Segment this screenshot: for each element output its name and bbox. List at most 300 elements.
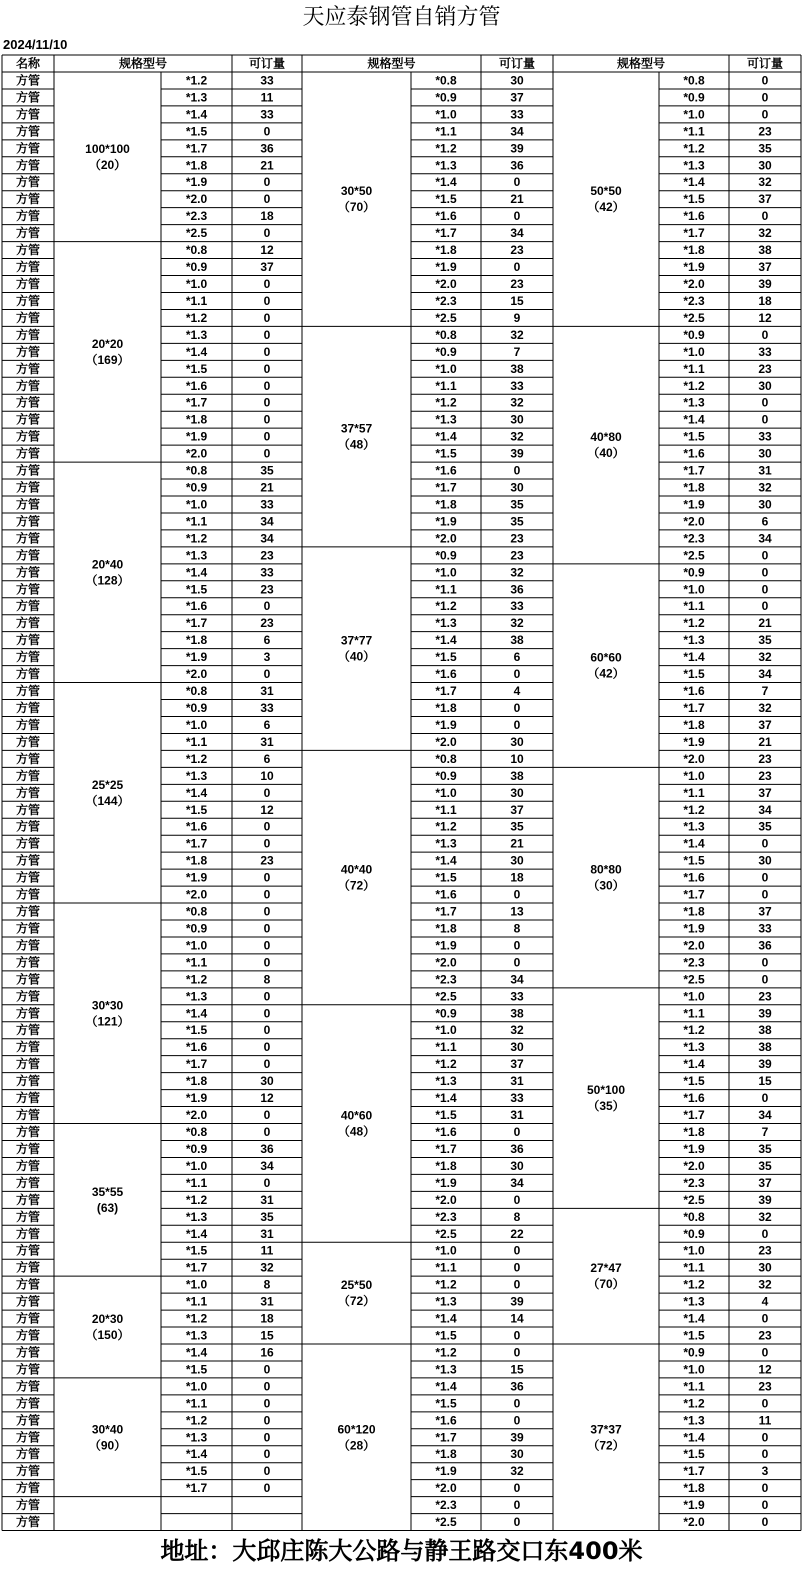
- thickness-cell: *1.1: [185, 734, 208, 749]
- product-name-cell: 方管: [15, 1396, 41, 1411]
- thickness-cell: *1.1: [683, 599, 705, 614]
- spec-label: 30*40: [91, 1422, 124, 1437]
- quantity-cell: 0: [263, 327, 271, 342]
- quantity-cell: 0: [513, 1413, 521, 1428]
- product-name-cell: 方管: [15, 1464, 41, 1479]
- quantity-cell: 0: [263, 989, 271, 1004]
- product-name-cell: 方管: [15, 701, 41, 715]
- thickness-cell: *1.0: [435, 1023, 457, 1038]
- quantity-cell: 18: [510, 870, 524, 885]
- thickness-cell: *1.2: [435, 599, 457, 614]
- quantity-cell: 0: [513, 260, 521, 275]
- thickness-cell: *1.5: [683, 1328, 705, 1343]
- thickness-cell: *1.0: [185, 717, 208, 732]
- product-name-cell: 方管: [15, 1243, 41, 1258]
- quantity-cell: 38: [510, 633, 524, 648]
- quantity-cell: 0: [263, 293, 271, 308]
- quantity-cell: 0: [263, 1040, 271, 1055]
- thickness-cell: *1.5: [435, 1396, 457, 1411]
- quantity-cell: 0: [263, 667, 271, 682]
- spec-label: 37*77: [340, 633, 373, 648]
- thickness-cell: *1.4: [435, 1379, 457, 1394]
- thickness-cell: *1.4: [185, 1345, 208, 1360]
- spec-label: 30*30: [91, 998, 124, 1013]
- quantity-cell: 32: [758, 226, 772, 241]
- quantity-cell: 31: [260, 1294, 274, 1309]
- thickness-cell: *1.3: [683, 633, 705, 648]
- thickness-cell: *1.2: [435, 1057, 457, 1072]
- quantity-cell: 0: [761, 1345, 769, 1360]
- thickness-cell: *1.2: [185, 751, 208, 766]
- thickness-cell: *1.0: [683, 768, 705, 783]
- quantity-cell: 13: [510, 904, 524, 919]
- thickness-cell: *1.5: [435, 650, 457, 665]
- quantity-cell: 0: [513, 1125, 521, 1139]
- product-name-cell: 方管: [15, 1277, 41, 1292]
- thickness-cell: *1.8: [185, 158, 208, 173]
- product-name-cell: 方管: [15, 73, 41, 88]
- quantity-cell: 23: [260, 582, 274, 597]
- thickness-cell: *1.3: [683, 1294, 705, 1309]
- quantity-cell: 0: [263, 785, 271, 800]
- quantity-cell: 37: [758, 717, 772, 732]
- quantity-cell: 37: [758, 192, 772, 207]
- quantity-cell: 0: [761, 599, 769, 614]
- quantity-cell: 15: [260, 1328, 274, 1343]
- quantity-cell: 38: [758, 1023, 772, 1038]
- product-name-cell: 方管: [15, 1074, 41, 1089]
- quantity-cell: 21: [510, 836, 524, 851]
- quantity-cell: 0: [761, 582, 769, 597]
- thickness-cell: *1.1: [683, 361, 705, 376]
- quantity-cell: 0: [761, 870, 769, 885]
- quantity-cell: 37: [510, 802, 524, 817]
- thickness-cell: *1.0: [683, 989, 705, 1004]
- thickness-cell: *0.9: [185, 260, 208, 275]
- thickness-cell: *1.9: [435, 1175, 457, 1190]
- thickness-cell: *1.5: [683, 853, 705, 868]
- quantity-cell: 10: [510, 751, 524, 766]
- quantity-cell: 0: [263, 1396, 271, 1411]
- thickness-cell: *1.3: [185, 1328, 208, 1343]
- thickness-cell: *1.2: [683, 1023, 705, 1038]
- thickness-cell: *1.5: [683, 429, 705, 444]
- quantity-cell: 0: [761, 73, 769, 88]
- quantity-cell: 12: [260, 243, 274, 258]
- quantity-cell: 36: [510, 1141, 524, 1156]
- thickness-cell: *1.1: [435, 1260, 457, 1275]
- quantity-cell: 0: [263, 1379, 271, 1394]
- thickness-cell: *1.3: [435, 1362, 457, 1377]
- product-name-cell: 方管: [15, 819, 41, 834]
- product-name-cell: 方管: [15, 548, 41, 563]
- quantity-cell: 32: [510, 1464, 524, 1479]
- thickness-cell: *1.8: [683, 717, 705, 732]
- thickness-cell: *0.8: [185, 1125, 208, 1139]
- product-name-cell: 方管: [15, 480, 41, 495]
- quantity-cell: 33: [510, 1091, 524, 1106]
- quantity-cell: 0: [263, 378, 271, 393]
- quantity-cell: 14: [510, 1311, 524, 1326]
- thickness-cell: *0.9: [435, 90, 457, 105]
- spec-count: （128）: [85, 573, 130, 588]
- thickness-cell: *1.5: [435, 192, 457, 207]
- quantity-cell: 8: [263, 1277, 271, 1292]
- quantity-cell: 0: [263, 395, 271, 410]
- quantity-cell: 0: [513, 1328, 521, 1343]
- thickness-cell: *0.8: [435, 751, 457, 766]
- product-name-cell: 方管: [15, 887, 41, 902]
- product-name-cell: 方管: [15, 497, 41, 512]
- thickness-cell: *1.3: [435, 836, 457, 851]
- thickness-cell: *1.6: [683, 446, 705, 461]
- product-name-cell: 方管: [15, 209, 41, 224]
- spec-label: 37*57: [340, 421, 373, 436]
- product-name-cell: 方管: [15, 1141, 41, 1156]
- product-name-cell: 方管: [15, 226, 41, 241]
- thickness-cell: *2.0: [435, 955, 457, 970]
- product-name-cell: 方管: [15, 870, 41, 885]
- thickness-cell: *2.0: [435, 734, 457, 749]
- thickness-cell: *0.8: [435, 73, 457, 88]
- thickness-cell: *2.3: [683, 293, 705, 308]
- product-name-cell: 方管: [15, 751, 41, 766]
- thickness-cell: *1.0: [683, 344, 705, 359]
- thickness-cell: *1.1: [435, 1040, 457, 1055]
- quantity-cell: 33: [758, 344, 772, 359]
- thickness-cell: *2.5: [435, 310, 457, 325]
- spec-label: 25*25: [91, 777, 124, 792]
- product-name-cell: 方管: [15, 1175, 41, 1190]
- quantity-cell: 33: [510, 378, 524, 393]
- quantity-cell: 33: [260, 73, 274, 88]
- quantity-cell: 8: [513, 1209, 521, 1224]
- quantity-cell: 0: [263, 1481, 271, 1496]
- thickness-cell: *1.4: [683, 412, 705, 427]
- thickness-cell: *1.2: [435, 395, 457, 410]
- thickness-cell: *1.6: [435, 887, 457, 902]
- product-name-cell: 方管: [15, 616, 41, 631]
- thickness-cell: *1.3: [683, 395, 705, 410]
- thickness-cell: *2.0: [683, 1515, 705, 1530]
- thickness-cell: *1.1: [435, 582, 457, 597]
- thickness-cell: *2.0: [185, 192, 208, 207]
- thickness-cell: *0.9: [185, 701, 208, 715]
- thickness-cell: *2.5: [435, 1515, 457, 1530]
- quantity-cell: 22: [510, 1226, 524, 1241]
- product-name-cell: 方管: [15, 1023, 41, 1038]
- quantity-cell: 36: [510, 1379, 524, 1394]
- quantity-cell: 23: [758, 768, 772, 783]
- quantity-cell: 31: [510, 1108, 524, 1123]
- quantity-cell: 6: [263, 751, 271, 766]
- quantity-cell: 0: [263, 446, 271, 461]
- product-name-cell: 方管: [15, 1006, 41, 1021]
- thickness-cell: *1.1: [683, 1379, 705, 1394]
- product-name-cell: 方管: [15, 836, 41, 851]
- quantity-cell: 32: [758, 175, 772, 190]
- quantity-cell: 31: [510, 1074, 524, 1089]
- thickness-cell: *2.5: [435, 1226, 457, 1241]
- thickness-cell: *1.3: [435, 616, 457, 631]
- quantity-cell: 0: [513, 1345, 521, 1360]
- quantity-cell: 0: [263, 836, 271, 851]
- spec-label: 20*30: [91, 1312, 124, 1327]
- quantity-cell: 34: [510, 972, 524, 987]
- thickness-cell: *0.9: [683, 565, 705, 580]
- thickness-cell: *1.0: [185, 938, 208, 953]
- thickness-cell: *1.3: [435, 1294, 457, 1309]
- thickness-cell: *1.3: [683, 1040, 705, 1055]
- spec-count: （121）: [85, 1014, 130, 1029]
- quantity-cell: 34: [758, 1108, 772, 1123]
- thickness-cell: *2.0: [683, 1158, 705, 1173]
- thickness-cell: *2.0: [435, 1192, 457, 1207]
- thickness-cell: *1.3: [435, 1074, 457, 1089]
- thickness-cell: *1.1: [185, 1396, 208, 1411]
- quantity-cell: 15: [510, 1362, 524, 1377]
- spec-count: （40）: [587, 446, 625, 461]
- thickness-cell: *1.9: [185, 429, 208, 444]
- thickness-cell: *2.5: [683, 548, 705, 563]
- product-name-cell: 方管: [15, 802, 41, 817]
- quantity-cell: 0: [263, 1175, 271, 1190]
- thickness-cell: *1.5: [435, 1108, 457, 1123]
- thickness-cell: *1.1: [435, 124, 457, 139]
- quantity-cell: 0: [263, 887, 271, 902]
- quantity-cell: 37: [260, 260, 274, 275]
- thickness-cell: *1.6: [683, 684, 705, 699]
- thickness-cell: *1.9: [435, 1464, 457, 1479]
- quantity-cell: 36: [510, 582, 524, 597]
- thickness-cell: *1.6: [435, 1413, 457, 1428]
- thickness-cell: *1.0: [185, 1277, 208, 1292]
- product-name-cell: 方管: [15, 582, 41, 597]
- thickness-cell: *2.0: [683, 277, 705, 291]
- quantity-cell: 4: [761, 1294, 769, 1309]
- thickness-cell: *1.1: [435, 378, 457, 393]
- thickness-cell: *1.7: [435, 480, 457, 495]
- quantity-cell: 0: [513, 1498, 521, 1513]
- quantity-cell: 35: [260, 1209, 274, 1224]
- quantity-cell: 30: [510, 1447, 524, 1462]
- thickness-cell: *1.0: [185, 1158, 208, 1173]
- product-name-cell: 方管: [15, 344, 41, 359]
- product-name-cell: 方管: [15, 768, 41, 783]
- quantity-cell: 6: [513, 650, 521, 665]
- quantity-cell: 0: [263, 938, 271, 953]
- quantity-cell: 31: [260, 1192, 274, 1207]
- thickness-cell: *1.9: [185, 870, 208, 885]
- product-name-cell: 方管: [15, 734, 41, 749]
- thickness-cell: *1.0: [185, 497, 208, 512]
- quantity-cell: 34: [260, 531, 274, 546]
- header-qty: 可订量: [746, 56, 784, 71]
- product-name-cell: 方管: [15, 1345, 41, 1360]
- thickness-cell: *1.6: [185, 378, 208, 393]
- thickness-cell: *1.4: [435, 1311, 457, 1326]
- spec-count: （72）: [337, 878, 376, 893]
- quantity-cell: 31: [758, 463, 772, 478]
- thickness-cell: *1.3: [185, 90, 208, 105]
- header-spec: 规格型号: [118, 56, 168, 71]
- quantity-cell: 35: [758, 1158, 772, 1173]
- quantity-cell: 0: [263, 226, 271, 241]
- product-name-cell: 方管: [15, 1108, 41, 1123]
- thickness-cell: *1.2: [683, 616, 705, 631]
- quantity-cell: 23: [758, 1379, 772, 1394]
- spec-label: 60*120: [337, 1422, 376, 1437]
- quantity-cell: 33: [510, 989, 524, 1004]
- spec-count: （72）: [587, 1438, 625, 1453]
- quantity-cell: 0: [263, 412, 271, 427]
- thickness-cell: *1.3: [185, 1430, 208, 1445]
- quantity-cell: 0: [761, 1226, 769, 1241]
- quantity-cell: 0: [513, 209, 521, 224]
- product-name-cell: 方管: [15, 107, 41, 122]
- quantity-cell: 7: [761, 684, 769, 699]
- thickness-cell: *1.3: [683, 1413, 705, 1428]
- spec-count: （28）: [337, 1438, 376, 1453]
- quantity-cell: 15: [510, 293, 524, 308]
- quantity-cell: 0: [761, 412, 769, 427]
- spec-count: （48）: [337, 437, 376, 452]
- quantity-cell: 30: [758, 158, 772, 173]
- quantity-cell: 32: [758, 1209, 772, 1224]
- thickness-cell: *1.7: [185, 1260, 208, 1275]
- thickness-cell: *2.0: [683, 938, 705, 953]
- quantity-cell: 0: [761, 887, 769, 902]
- product-name-cell: 方管: [15, 853, 41, 868]
- quantity-cell: 12: [758, 1362, 772, 1377]
- thickness-cell: *1.0: [435, 565, 457, 580]
- quantity-cell: 12: [260, 1091, 274, 1106]
- quantity-cell: 0: [513, 1396, 521, 1411]
- quantity-cell: 0: [761, 90, 769, 105]
- thickness-cell: *1.8: [185, 853, 208, 868]
- product-name-cell: 方管: [15, 1260, 41, 1275]
- thickness-cell: *1.5: [185, 802, 208, 817]
- thickness-cell: *1.2: [435, 819, 457, 834]
- product-name-cell: 方管: [15, 972, 41, 987]
- quantity-cell: 0: [513, 1243, 521, 1258]
- thickness-cell: *1.7: [683, 701, 705, 715]
- thickness-cell: *0.9: [185, 1141, 208, 1156]
- header-name: 名称: [15, 56, 41, 71]
- quantity-cell: 0: [263, 310, 271, 325]
- quantity-cell: 30: [510, 73, 524, 88]
- quantity-cell: 36: [260, 1141, 274, 1156]
- product-name-cell: 方管: [15, 277, 41, 291]
- thickness-cell: *1.4: [185, 107, 208, 122]
- thickness-cell: *1.4: [435, 633, 457, 648]
- spec-label: 50*100: [586, 1083, 626, 1098]
- thickness-cell: *1.9: [185, 1091, 208, 1106]
- product-name-cell: 方管: [15, 955, 41, 970]
- quantity-cell: 34: [260, 514, 274, 529]
- quantity-cell: 0: [761, 972, 769, 987]
- spec-label: 20*20: [91, 336, 124, 351]
- quantity-cell: 0: [263, 1362, 271, 1377]
- quantity-cell: 0: [513, 1481, 521, 1496]
- thickness-cell: *0.9: [185, 480, 208, 495]
- thickness-cell: *0.8: [435, 327, 457, 342]
- spec-count: （169）: [85, 352, 130, 367]
- quantity-cell: 30: [758, 1260, 772, 1275]
- thickness-cell: *1.1: [185, 293, 208, 308]
- thickness-cell: *1.6: [435, 1125, 457, 1139]
- quantity-cell: 0: [761, 548, 769, 563]
- thickness-cell: *1.4: [185, 1226, 208, 1241]
- product-name-cell: 方管: [15, 717, 41, 732]
- thickness-cell: *0.9: [435, 1006, 457, 1021]
- quantity-cell: 34: [510, 124, 524, 139]
- quantity-cell: 30: [510, 1158, 524, 1173]
- thickness-cell: *1.0: [435, 107, 457, 122]
- product-name-cell: 方管: [15, 531, 41, 546]
- product-name-cell: 方管: [15, 785, 41, 800]
- quantity-cell: 35: [260, 463, 274, 478]
- quantity-cell: 0: [263, 192, 271, 207]
- quantity-cell: 0: [761, 1498, 769, 1513]
- quantity-cell: 21: [758, 616, 772, 631]
- quantity-cell: 30: [510, 412, 524, 427]
- thickness-cell: *0.9: [683, 1345, 705, 1360]
- quantity-cell: 0: [513, 667, 521, 682]
- quantity-cell: 0: [761, 327, 769, 342]
- thickness-cell: *1.4: [683, 1057, 705, 1072]
- thickness-cell: *1.8: [435, 701, 457, 715]
- thickness-cell: *0.9: [683, 327, 705, 342]
- quantity-cell: 38: [510, 361, 524, 376]
- quantity-cell: 23: [510, 531, 524, 546]
- thickness-cell: *1.6: [185, 599, 208, 614]
- thickness-cell: *2.3: [683, 1175, 705, 1190]
- thickness-cell: *1.9: [185, 175, 208, 190]
- quantity-cell: 39: [758, 1192, 772, 1207]
- quantity-cell: 11: [260, 90, 274, 105]
- quantity-cell: 32: [510, 616, 524, 631]
- quantity-cell: 39: [758, 1057, 772, 1072]
- thickness-cell: *1.2: [683, 1396, 705, 1411]
- thickness-cell: *1.5: [185, 1023, 208, 1038]
- product-name-cell: 方管: [15, 412, 41, 427]
- product-name-cell: 方管: [15, 989, 41, 1004]
- product-name-cell: 方管: [15, 90, 41, 105]
- spec-count: （70）: [337, 200, 376, 215]
- quantity-cell: 21: [758, 734, 772, 749]
- quantity-cell: 23: [758, 361, 772, 376]
- thickness-cell: *2.0: [185, 667, 208, 682]
- thickness-cell: *1.0: [683, 107, 705, 122]
- quantity-cell: 33: [260, 565, 274, 580]
- thickness-cell: *2.3: [185, 209, 208, 224]
- quantity-cell: 0: [761, 209, 769, 224]
- thickness-cell: *2.0: [435, 277, 457, 291]
- product-name-cell: 方管: [15, 158, 41, 173]
- quantity-cell: 23: [260, 548, 274, 563]
- thickness-cell: *1.5: [683, 192, 705, 207]
- thickness-cell: *1.8: [683, 904, 705, 919]
- thickness-cell: *1.5: [185, 1243, 208, 1258]
- quantity-cell: 34: [758, 802, 772, 817]
- thickness-cell: *1.0: [435, 785, 457, 800]
- thickness-cell: *1.2: [185, 1192, 208, 1207]
- quantity-cell: 0: [263, 1125, 271, 1139]
- quantity-cell: 0: [263, 1447, 271, 1462]
- quantity-cell: 31: [260, 734, 274, 749]
- product-name-cell: 方管: [15, 1294, 41, 1309]
